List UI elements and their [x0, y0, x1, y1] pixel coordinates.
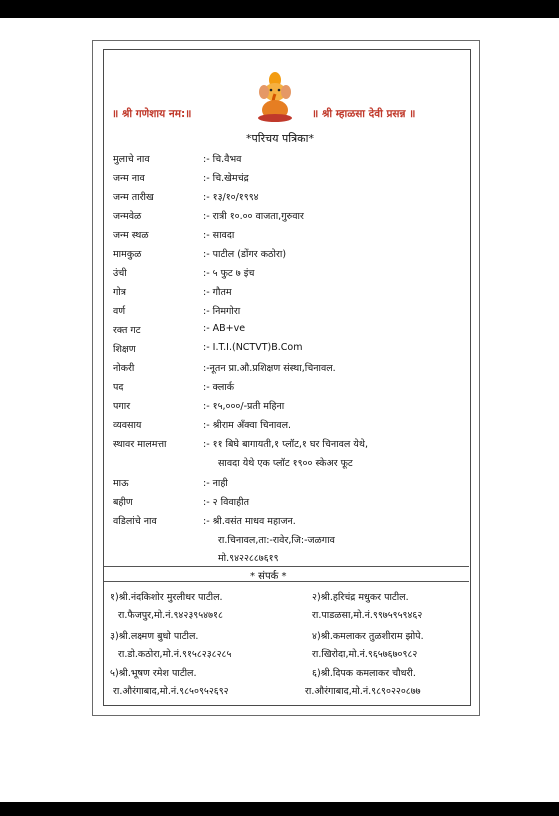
- detail-row: [0, 380, 559, 398]
- ganesha-icon: [256, 70, 294, 122]
- detail-value: :-नूतन प्रा.औ.प्रशिक्षण संस्था,चिनावल.: [203, 363, 336, 374]
- detail-row-cont: [0, 456, 559, 474]
- contact-name: ३)श्री.लक्ष्मण बुधो पाटील.: [110, 631, 199, 642]
- detail-row: [0, 285, 559, 303]
- detail-row: [0, 228, 559, 246]
- detail-row: [0, 495, 559, 513]
- detail-value: :- पाटील (डोंगर कठोरा): [203, 249, 287, 260]
- header-left: ॥ श्री गणेशाय नम:॥: [112, 108, 192, 120]
- contact-address: रा.पाडळसा,मो.नं.९९७५९५९४६२: [312, 610, 423, 621]
- detail-value: :- निमगोरा: [203, 306, 241, 317]
- detail-label: उंची: [113, 268, 127, 279]
- detail-value: :- ५ फुट ७ इंच: [203, 268, 255, 279]
- detail-value: :- चि.वैभव: [203, 154, 242, 165]
- detail-row: [0, 399, 559, 417]
- detail-value: :- श्रीराम अँक्वा चिनावल.: [203, 420, 292, 431]
- detail-row-cont: [0, 533, 559, 551]
- detail-row: [0, 190, 559, 208]
- detail-value: :- श्री.वसंत माधव महाजन.: [203, 516, 296, 527]
- detail-label: बहीण: [113, 497, 133, 508]
- detail-row: [0, 514, 559, 532]
- detail-value: :- १३/१०/१९९४: [203, 192, 259, 203]
- detail-label: व्यवसाय: [113, 420, 142, 431]
- detail-label: स्थावर मालमत्ता: [113, 439, 167, 450]
- contact-address: रा.औरंगाबाद,मो.नं.९८९०२२०८७७: [305, 686, 421, 697]
- detail-value: :- नाही: [203, 478, 228, 489]
- detail-row: [0, 304, 559, 322]
- detail-label: रक्त गट: [113, 325, 141, 336]
- detail-label: मुलाचे नाव: [113, 154, 150, 165]
- page-title: *परिचय पत्रिका*: [246, 132, 314, 145]
- detail-label: वर्ण: [113, 306, 126, 317]
- detail-row: [0, 247, 559, 265]
- detail-value: :- I.T.I.(NCTVT)B.Com: [203, 342, 303, 353]
- detail-row: [0, 342, 559, 360]
- contact-address: रा.खिरोदा,मो.नं.९६५७६७०९८२: [312, 649, 418, 660]
- detail-label: पद: [113, 382, 124, 393]
- detail-label: जन्म स्थळ: [113, 230, 149, 241]
- contact-name: ४)श्री.कमलाकर तुळशीराम झोपे.: [312, 631, 424, 642]
- header-right: ॥ श्री म्हाळसा देवी प्रसन्न ॥: [312, 108, 416, 120]
- detail-value-cont: रा.चिनावल,ता:-रावेर,जि:-जळगाव: [218, 535, 335, 546]
- detail-value: :- क्लार्क: [203, 382, 235, 393]
- divider: [104, 566, 469, 567]
- contact-name: ५)श्री.भूषण रमेश पाटील.: [110, 668, 197, 679]
- contact-name: १)श्री.नंदकिशोर मुरलीधर पाटील.: [110, 592, 223, 603]
- contacts-title: * संपर्क *: [250, 571, 287, 582]
- detail-label: नोकरी: [113, 363, 135, 374]
- detail-label: जन्मवेळ: [113, 211, 142, 222]
- detail-row: [0, 437, 559, 455]
- detail-row: [0, 361, 559, 379]
- detail-value: :- २ विवाहीत: [203, 497, 250, 508]
- contact-address: रा.डो.कठोरा,मो.नं.९१५८२३८२८५: [118, 649, 232, 660]
- detail-row: [0, 418, 559, 436]
- detail-value: :- १५,०००/-प्रती महिना: [203, 401, 285, 412]
- contact-address: रा.औरंगाबाद,मो.नं.९८५०९५२६९२: [113, 686, 229, 697]
- detail-value: :- ११ बिघे बागायती,१ प्लॉट,१ घर चिनावल येथे,: [203, 439, 368, 450]
- detail-label: शिक्षण: [113, 344, 136, 355]
- detail-row: [0, 209, 559, 227]
- detail-label: मामकुळ: [113, 249, 142, 260]
- detail-value: :- चि.खेमचंद्र: [203, 173, 249, 184]
- detail-value: :- सावदा: [203, 230, 235, 241]
- divider: [104, 581, 469, 582]
- detail-row: [0, 152, 559, 170]
- detail-row: [0, 323, 559, 341]
- detail-value: :- AB+ve: [203, 323, 246, 334]
- contact-address: रा.फैजपुर,मो.नं.९४२३९५४७१८: [118, 610, 223, 621]
- detail-label: माऊ: [113, 478, 129, 489]
- detail-label: गोत्र: [113, 287, 127, 298]
- detail-value-cont: मो.९४२२८८७६१९: [218, 553, 279, 564]
- contact-name: ६)श्री.दिपक कमलाकर चौधरी.: [312, 668, 416, 679]
- detail-value: :- रात्री १०.०० वाजता,गुरुवार: [203, 211, 304, 222]
- detail-row: [0, 171, 559, 189]
- detail-label: जन्म नाव: [113, 173, 145, 184]
- detail-label: पगार: [113, 401, 131, 412]
- detail-label: वडिलांचे नाव: [113, 516, 157, 527]
- detail-row: [0, 476, 559, 494]
- detail-value: :- गौतम: [203, 287, 232, 298]
- contact-name: २)श्री.हरिचंद्र मधुकर पाटील.: [312, 592, 409, 603]
- detail-row: [0, 266, 559, 284]
- detail-value-cont: सावदा येथे एक प्लॉट १९०० स्केअर फूट: [218, 458, 353, 469]
- detail-label: जन्म तारीख: [113, 192, 154, 203]
